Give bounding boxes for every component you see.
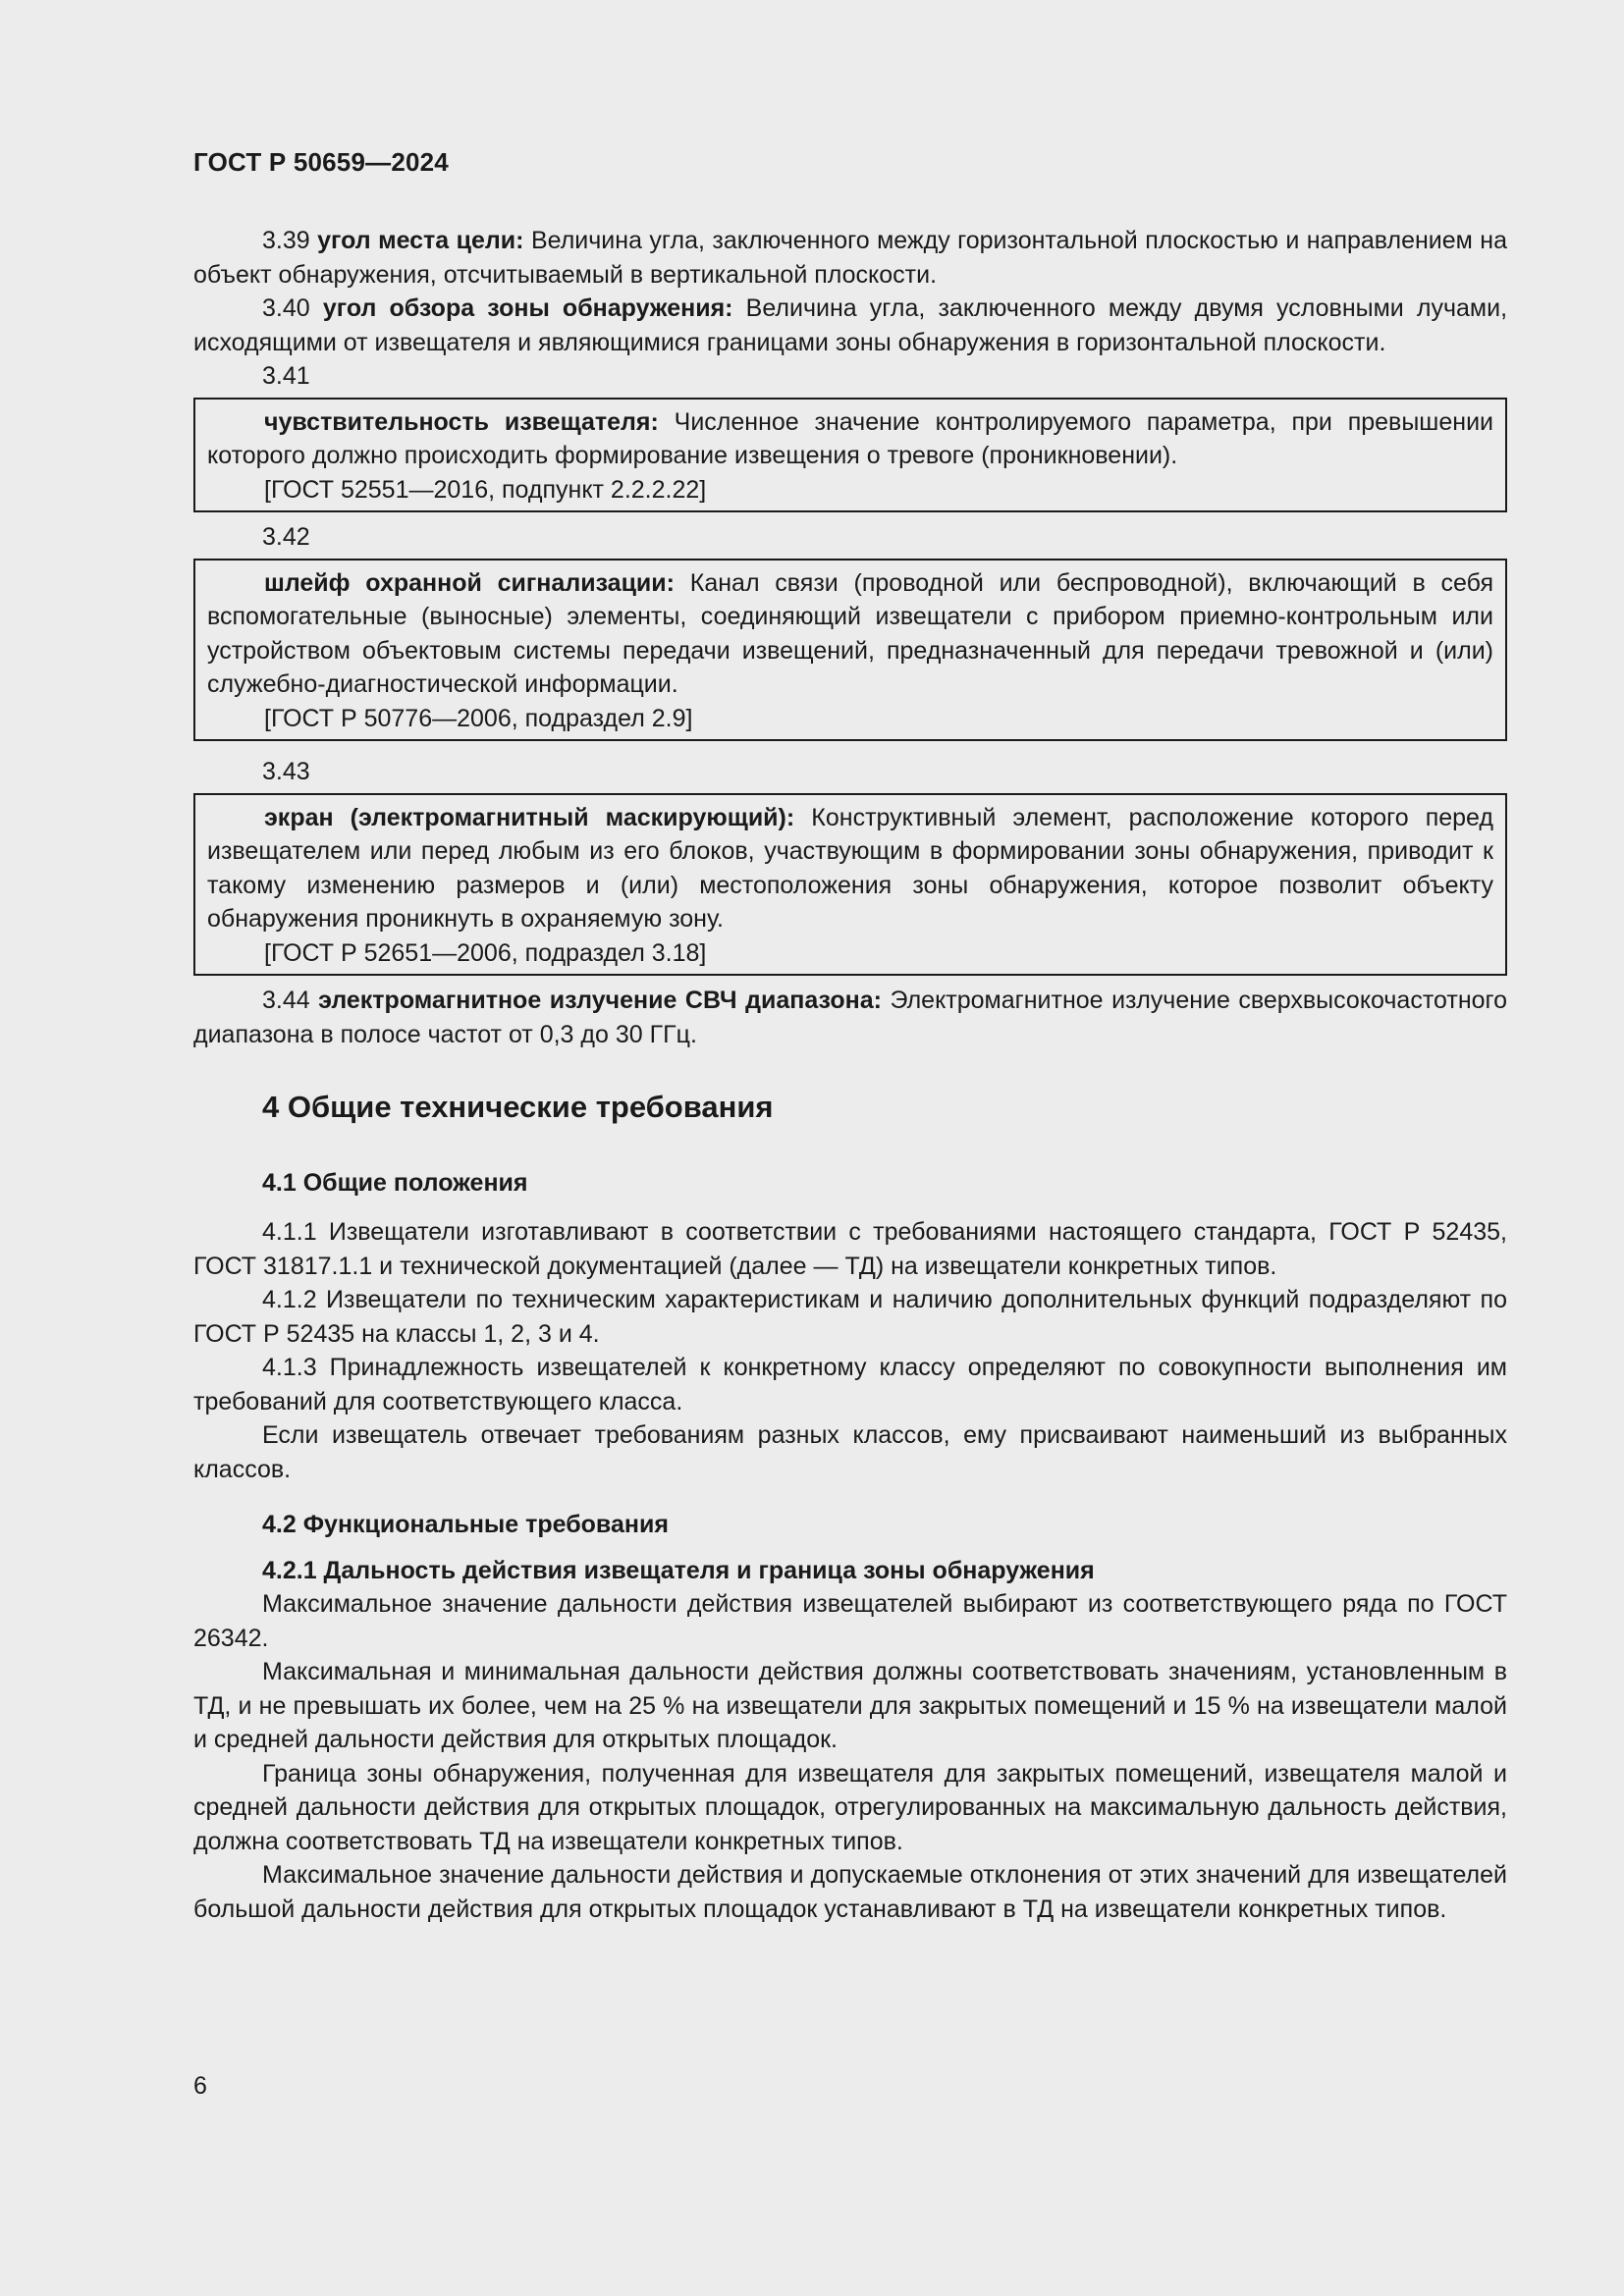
term-number-3-41: 3.41: [262, 362, 310, 390]
paragraph-4-2-1-3: Граница зоны обнаружения, полученная для извещателя для закрытых помещений, извещателя малой и средней дальности действия для открытых площадок, отрегулированных на максимальную дальность действия, должна соответствовать ТД на извещатели конкретных типов.: [193, 1759, 1507, 1855]
paragraph-4-1-3-b: Если извещатель отвечает требованиям разных классов, ему присваивают наименьший из выбранных классов.: [193, 1421, 1507, 1483]
term-title: чувствительность извещателя:: [264, 407, 659, 436]
term-box-3-43: экран (электромагнитный маскирующий): Конструктивный элемент, расположение которого перед извещателем или перед любым из его блоков, участвующим в формировании зоны обнаружения, приводит к такому изменению размеров и (или) местоположения зоны обнаружения, которое позволит объекту обнаружения проникнуть в охраняемую зону. [ГОСТ Р 52651—2006, подраздел 3.18]: [193, 793, 1507, 977]
term-number-3-43: 3.43: [262, 758, 310, 785]
term-title: шлейф охранной сигнализации:: [264, 568, 675, 597]
paragraph-4-1-1: 4.1.1 Извещатели изготавливают в соответствии с требованиями настоящего стандарта, ГОСТ Р 52435, ГОСТ 31817.1.1 и технической документацией (далее — ТД) на извещатели конкретных типов.: [193, 1218, 1507, 1280]
term-box-3-41: чувствительность извещателя: Численное значение контролируемого параметра, при превышении которого должно происходить формирование извещения о тревоге (проникновении). [ГОСТ 52551—2016, подпункт 2.2.2.22]: [193, 398, 1507, 513]
page-number: 6: [193, 2072, 207, 2100]
term-title: электромагнитное излучение СВЧ диапазона:: [318, 987, 882, 1014]
term-title: угол места цели:: [317, 227, 524, 254]
subsection-heading-4-2-1: 4.2.1 Дальность действия извещателя и граница зоны обнаружения: [262, 1556, 1095, 1584]
term-source: [ГОСТ 52551—2016, подпункт 2.2.2.22]: [264, 475, 707, 504]
term-source: [ГОСТ Р 50776—2006, подраздел 2.9]: [264, 704, 693, 732]
term-3-40: 3.40 угол обзора зоны обнаружения: Величина угла, заключенного между двумя условными лучами, исходящими от извещателя и являющимися границами зоны обнаружения в горизонтальной плоскости.: [193, 294, 1508, 356]
paragraph-4-2-1-2: Максимальная и минимальная дальности действия должны соответствовать значениям, установленным в ТД, и не превышать их более, чем на 25 % на извещатели для закрытых помещений и 15 % на извещатели малой и средней дальности действия для открытых площадок.: [193, 1658, 1507, 1753]
term-source: [ГОСТ Р 52651—2006, подраздел 3.18]: [264, 938, 707, 967]
paragraph-4-1-3: 4.1.3 Принадлежность извещателей к конкретному классу определяют по совокупности выполнения им требований для соответствующего класса.: [193, 1354, 1507, 1415]
subsection-heading-4-1: 4.1 Общие положения: [262, 1168, 528, 1197]
section-heading-4: 4 Общие технические требования: [262, 1090, 774, 1124]
term-number-3-42: 3.42: [262, 523, 310, 551]
subsection-heading-4-2: 4.2 Функциональные требования: [262, 1511, 669, 1538]
term-3-39: 3.39 угол места цели: Величина угла, заключенного между горизонтальной плоскостью и направлением на объект обнаружения, отсчитываемый в вертикальной плоскости.: [193, 227, 1508, 289]
term-title: угол обзора зоны обнаружения:: [322, 294, 733, 322]
paragraph-4-2-1-4: Максимальное значение дальности действия и допускаемые отклонения от этих значений для извещателей большой дальности действия для открытых площадок устанавливают в ТД на извещатели конкретных типов.: [193, 1861, 1507, 1923]
page-content: [193, 0, 1507, 1926]
term-title: экран (электромагнитный маскирующий):: [264, 803, 795, 831]
term-box-3-42: шлейф охранной сигнализации: Канал связи (проводной или беспроводной), включающий в себя вспомогательные (выносные) элементы, соединяющий извещатели с прибором приемно-контрольным или устройством объектовым системы передачи извещений, предназначенный для передачи тревожной и (или) служебно-диагностической информации. [ГОСТ Р 50776—2006, подраздел 2.9]: [193, 559, 1507, 742]
document-header: ГОСТ Р 50659—2024: [193, 147, 449, 177]
term-3-44: 3.44 электромагнитное излучение СВЧ диапазона: Электромагнитное излучение сверхвысокочастотного диапазона в полосе частот от 0,3 до 30 ГГц.: [193, 987, 1507, 1048]
paragraph-4-2-1-1: Максимальное значение дальности действия извещателей выбирают из соответствующего ряда по ГОСТ 26342.: [193, 1590, 1507, 1652]
paragraph-4-1-2: 4.1.2 Извещатели по техническим характеристикам и наличию дополнительных функций подразделяют по ГОСТ Р 52435 на классы 1, 2, 3 и 4.: [193, 1286, 1507, 1348]
